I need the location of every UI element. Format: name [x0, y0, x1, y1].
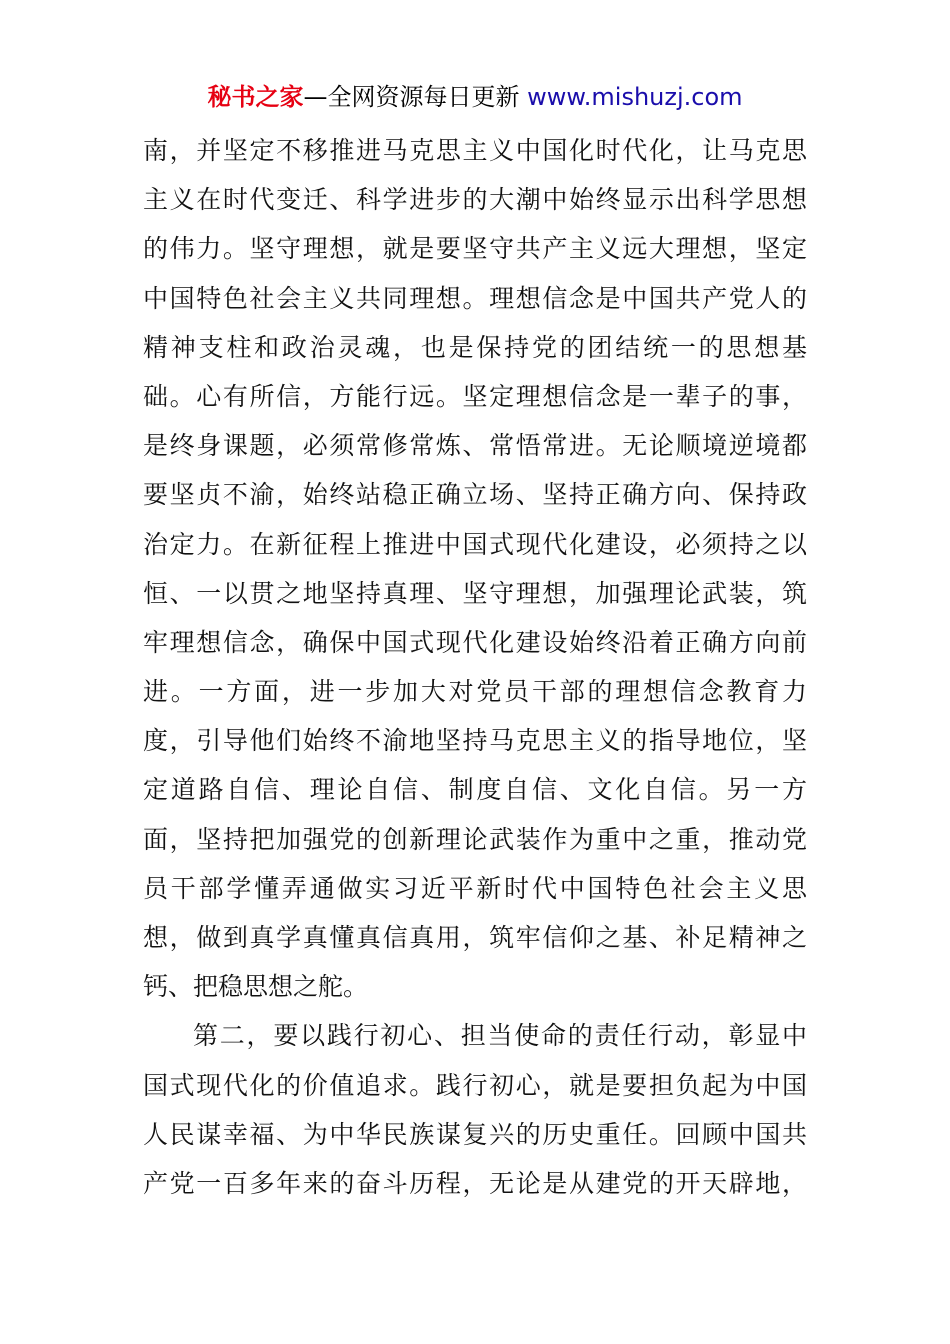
text-line: 南，并坚定不移推进马克思主义中国化时代化，让马克思: [143, 136, 807, 165]
document-body: [143, 126, 807, 1208]
text-line: 定道路自信、理论自信、制度自信、文化自信。另一方: [143, 775, 807, 805]
paragraph-2: [143, 1011, 807, 1208]
text-line: 础。心有所信，方能行远。坚定理想信念是一辈子的事，: [143, 381, 807, 411]
text-line: 中国特色社会主义共同理想。理想信念是中国共产党人的: [143, 283, 807, 313]
paragraph-1: [143, 126, 807, 1011]
text-line: 产党一百多年来的奋斗历程，无论是从建党的开天辟地，: [143, 1168, 807, 1198]
text-line: 的伟力。坚守理想，就是要坚守共产主义远大理想，坚定: [143, 234, 807, 264]
text-line: 员干部学懂弄通做实习近平新时代中国特色社会主义思: [143, 873, 807, 903]
text-line: 治定力。在新征程上推进中国式现代化建设，必须持之以: [143, 529, 807, 559]
text-line: 钙、把稳思想之舵。: [143, 972, 369, 1002]
header-brand: 秘书之家: [207, 83, 304, 111]
text-line: 恒、一以贯之地坚持真理、坚守理想，加强理论武装，筑: [143, 578, 807, 608]
text-line: 面，坚持把加强党的创新理论武装作为重中之重，推动党: [143, 824, 807, 854]
text-line: 人民谋幸福、为中华民族谋复兴的历史重任。回顾中国共: [143, 1119, 807, 1149]
text-line: 想，做到真学真懂真信真用，筑牢信仰之基、补足精神之: [143, 923, 807, 952]
text-line: 是终身课题，必须常修常炼、常悟常进。无论顺境逆境都: [143, 431, 807, 461]
header-url: www.mishuzj.com: [527, 83, 743, 111]
text-line: 度，引导他们始终不渝地坚持马克思主义的指导地位，坚: [143, 726, 807, 756]
text-line: 牢理想信念，确保中国式现代化建设始终沿着正确方向前: [143, 627, 807, 657]
text-line: 精神支柱和政治灵魂，也是保持党的团结统一的思想基: [143, 332, 807, 362]
text-line: 国式现代化的价值追求。践行初心，就是要担负起为中国: [143, 1070, 807, 1100]
text-line: 第二，要以践行初心、担当使命的责任行动，彰显中: [193, 1021, 807, 1051]
text-line: 主义在时代变迁、科学进步的大潮中始终显示出科学思想: [143, 185, 807, 215]
text-line: 进。一方面，进一步加大对党员干部的理想信念教育力: [143, 677, 807, 707]
page-header: [0, 80, 950, 114]
text-line: 要坚贞不渝，始终站稳正确立场、坚持正确方向、保持政: [143, 480, 807, 510]
header-tagline: —全网资源每日更新: [303, 83, 528, 111]
